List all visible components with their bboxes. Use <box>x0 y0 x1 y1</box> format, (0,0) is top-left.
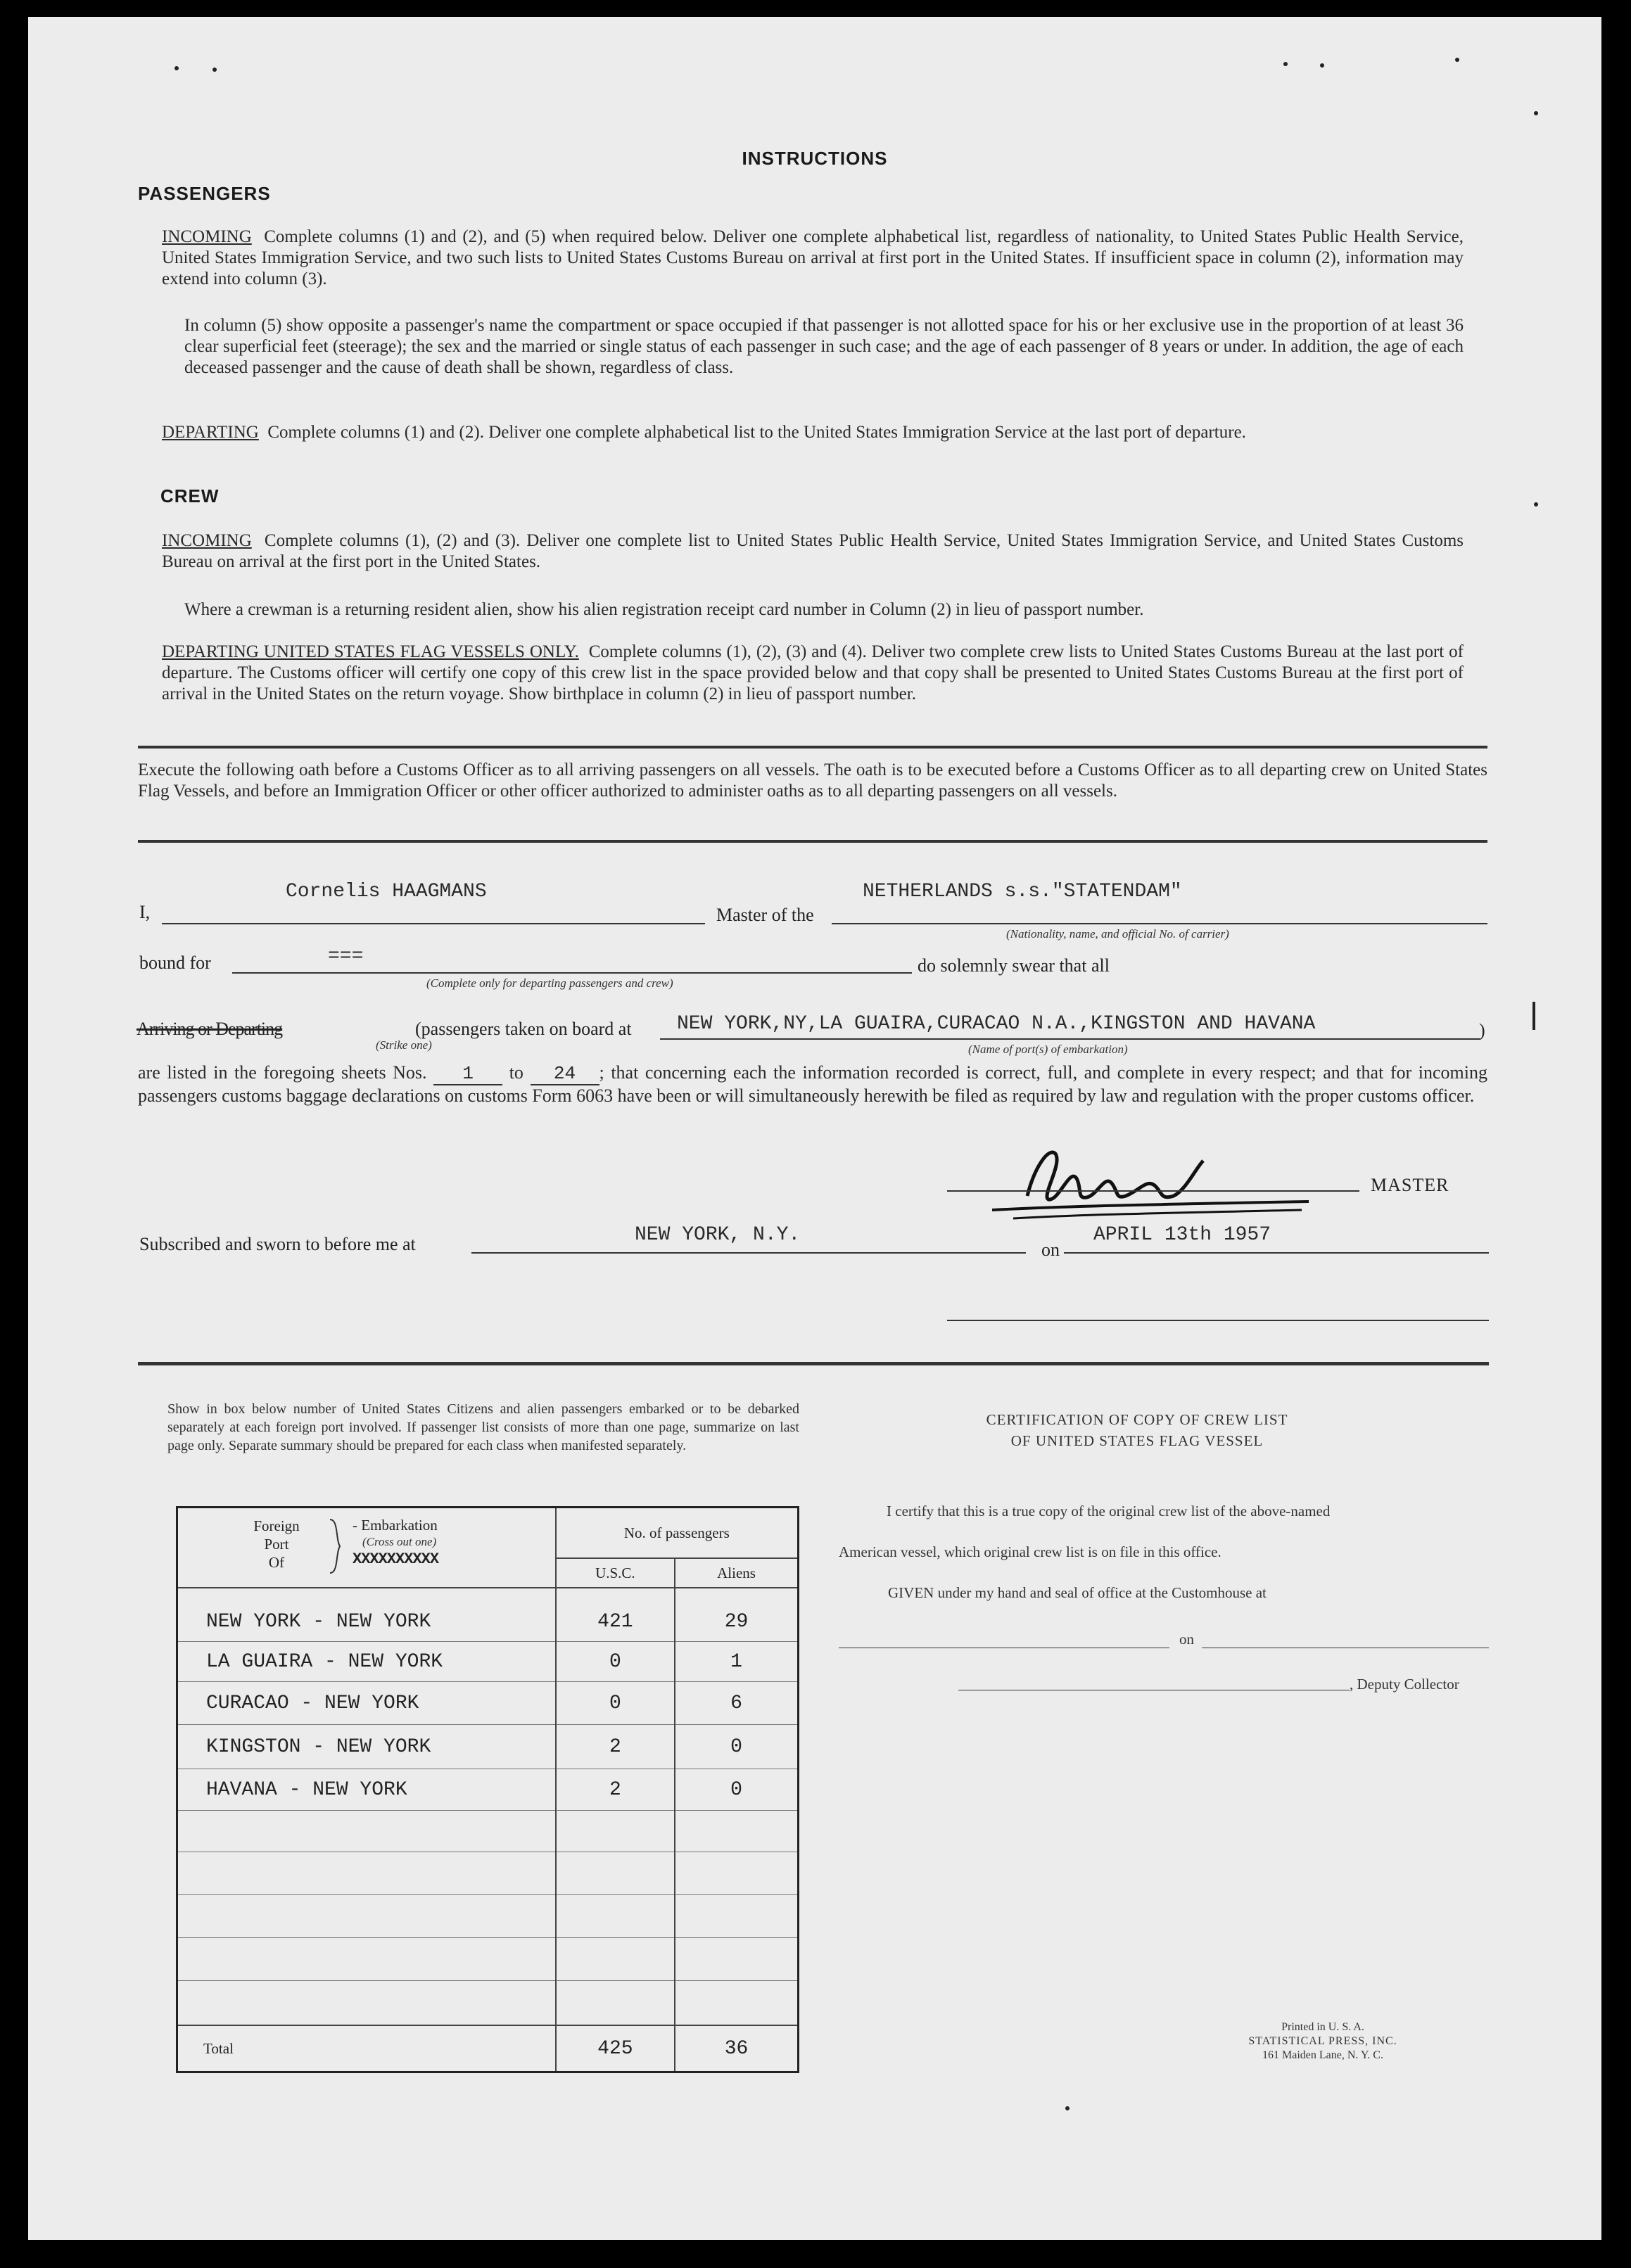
strike-one-caption: (Strike one) <box>376 1038 432 1052</box>
column5-paragraph: In column (5) show opposite a passenger's name the compartment or space occupied if that passenger is not allotted space for his or her exclusive use in the proportion of at least 36 clear superficial feet (steerage); the sex and the married or single status of each passenger in such case; and the age of each passenger of 8 years or under. In addition, the age of each deceased passenger and the cause of death shall be shown, regardless of class. <box>184 316 1464 377</box>
sworn-place-line <box>471 1252 1026 1254</box>
scan-speck <box>212 68 217 72</box>
master-signature-line <box>947 1190 1359 1192</box>
bound-for-caption: (Complete only for departing passengers and crew) <box>426 976 673 990</box>
scan-speck <box>1320 63 1324 68</box>
table-row <box>177 1725 799 1769</box>
route-cell: CURACAO - NEW YORK <box>177 1682 556 1725</box>
document-page <box>28 17 1601 2240</box>
empty-row <box>177 1895 799 1938</box>
scan-speck <box>1455 58 1459 62</box>
bound-for-value: === <box>328 945 364 967</box>
passengers-incoming-text: Complete columns (1) and (2), and (5) when required below. Deliver one complete alphabetical list, regardless of nationality, to United States Public Health Service, United States Immigration Service, and two such lists to United States Customs Bureau on arrival at first port in the United States. If insufficient space in column (2), information may extend into column (3). <box>162 227 1464 288</box>
given-line: GIVEN under my hand and seal of office at the Customhouse at <box>888 1584 1267 1601</box>
table-row <box>177 1642 799 1682</box>
aliens-cell: 29 <box>675 1602 798 1642</box>
passenger-summary-table <box>176 1506 799 2073</box>
bound-for-line <box>232 972 912 974</box>
foreign-label: Foreign <box>253 1517 300 1534</box>
certification-title-1: CERTIFICATION OF COPY OF CREW LIST <box>986 1411 1288 1428</box>
master-label: MASTER <box>1371 1175 1449 1195</box>
scan-mark <box>1532 1002 1535 1030</box>
passengers-taken-label: (passengers taken on board at <box>415 1019 632 1039</box>
usc-header: U.S.C. <box>556 1558 675 1588</box>
certification-title-2: OF UNITED STATES FLAG VESSEL <box>1010 1432 1264 1449</box>
sworn-on-label: on <box>1041 1240 1060 1260</box>
sheets-suffix: ; that concerning each the information recorded is correct, full, and complete in every respect; and that for incoming passengers customs baggage declarations on customs Form 6063 have been or will simultaneously herewith be filed as required by law and regulation with the proper customs officer. <box>138 1062 1487 1106</box>
crew-returning-paragraph: Where a crewman is a returning resident alien, show his alien registration receipt card number in Column (2) in lieu of passport number. <box>184 600 1144 619</box>
passengers-incoming-label: INCOMING <box>162 227 252 246</box>
usc-cell: 0 <box>556 1682 675 1725</box>
ports-of-embarkation: NEW YORK,NY,LA GUAIRA,CURACAO N.A.,KINGSTON AND HAVANA <box>677 1013 1316 1035</box>
ports-caption: (Name of port(s) of embarkation) <box>968 1043 1128 1056</box>
sworn-date: APRIL 13th 1957 <box>1093 1224 1271 1246</box>
certify-line-1: I certify that this is a true copy of the original crew list of the above-named <box>887 1503 1331 1520</box>
bound-for-label: bound for <box>139 953 211 973</box>
usc-cell: 421 <box>556 1602 675 1642</box>
master-of-label: Master of the <box>716 905 814 925</box>
route-cell: KINGSTON - NEW YORK <box>177 1725 556 1769</box>
sheets-paragraph <box>138 1062 1487 1107</box>
scan-speck <box>1065 2106 1070 2110</box>
debarkation-struck: XXXXXXXXXX <box>353 1550 439 1568</box>
vessel-name: NETHERLANDS s.s."STATENDAM" <box>863 881 1182 903</box>
foreign-port-of-label <box>248 1517 305 1572</box>
deputy-collector-label: , Deputy Collector <box>1350 1676 1459 1693</box>
of-label: Of <box>268 1554 285 1571</box>
scan-speck <box>1534 111 1538 115</box>
sworn-label: Subscribed and sworn to before me at <box>139 1234 416 1254</box>
table-row <box>177 1682 799 1725</box>
crew-incoming-paragraph <box>162 530 1464 573</box>
master-name: Cornelis HAAGMANS <box>286 881 487 903</box>
usc-cell: 0 <box>556 1642 675 1682</box>
route-cell: LA GUAIRA - NEW YORK <box>177 1642 556 1682</box>
passengers-departing-text: Complete columns (1) and (2). Deliver one complete alphabetical list to the United States Immigration Service at the last port of departure. <box>267 423 1246 442</box>
empty-row <box>177 1981 799 2026</box>
passengers-incoming-paragraph <box>162 227 1464 290</box>
officer-signature-line <box>947 1320 1489 1321</box>
printer-mark <box>1217 2020 1428 2063</box>
route-cell: HAVANA - NEW YORK <box>177 1769 556 1811</box>
sworn-place: NEW YORK, N.Y. <box>635 1224 801 1246</box>
empty-row <box>177 1811 799 1852</box>
ports-close-paren: ) <box>1479 1020 1485 1040</box>
passengers-departing-label: DEPARTING <box>162 423 259 442</box>
crew-incoming-text: Complete columns (1), (2) and (3). Deliver one complete list to United States Public Health Service, United States Immigration Service, and United States Customs Bureau on arrival at the first port in the United States. <box>162 531 1464 571</box>
certify-line-2: American vessel, which original crew list is on file in this office. <box>839 1543 1221 1560</box>
table-row <box>177 1769 799 1811</box>
box-instructions: Show in box below number of United States Citizens and alien passengers embarked or to be debarked separately at each foreign port involved. If passenger list consists of more than one page, summarize on last page only. Separate summary should be prepared for each class when manifested separately. <box>167 1401 799 1453</box>
usc-cell: 2 <box>556 1769 675 1811</box>
usc-cell: 2 <box>556 1725 675 1769</box>
oath-intro: Execute the following oath before a Customs Officer as to all arriving passengers on all vessels. The oath is to be executed before a Customs Officer as to all departing crew on United States Flag Vessels, and before an Immigration Officer or other officer authorized to administer oaths as to all departing passengers on all vessels. <box>138 760 1487 801</box>
printer-line-2: STATISTICAL PRESS, INC. <box>1248 2035 1397 2047</box>
brace-icon <box>329 1518 343 1574</box>
crew-incoming-label: INCOMING <box>162 531 252 550</box>
master-signature <box>971 1140 1351 1224</box>
master-name-line <box>162 923 705 924</box>
sheet-to: 24 <box>531 1063 599 1085</box>
crew-heading: CREW <box>160 485 220 507</box>
aliens-cell: 0 <box>675 1769 798 1811</box>
swear-label: do solemnly swear that all <box>918 955 1110 976</box>
scan-speck <box>1534 502 1538 507</box>
vessel-line <box>832 923 1487 924</box>
aliens-header: Aliens <box>675 1558 798 1588</box>
total-label: Total <box>177 2025 556 2072</box>
instructions-title: INSTRUCTIONS <box>742 148 888 169</box>
sheet-from: 1 <box>433 1063 502 1085</box>
crew-departing-text: Complete columns (1), (2), (3) and (4). Deliver two complete crew lists to United States Customs Bureau at the last port of departure. The Customs officer will certify one copy of this crew list in the space provided below and that copy shall be presented to United States Customs Bureau at the first port of arrival in the United States on the return voyage. Show birthplace in column (2) in lieu of passport number. <box>162 642 1464 703</box>
empty-row <box>177 1938 799 1981</box>
arriving-departing-struck: Arriving or Departing <box>137 1019 283 1039</box>
port-label: Port <box>264 1536 289 1553</box>
divider-1 <box>138 746 1487 748</box>
printer-line-1: Printed in U. S. A. <box>1281 2021 1364 2033</box>
sheets-prefix: are listed in the foregoing sheets Nos. <box>138 1062 427 1083</box>
total-aliens: 36 <box>675 2025 798 2072</box>
passengers-heading: PASSENGERS <box>138 183 271 204</box>
port-header-cell <box>177 1508 556 1588</box>
table-row <box>177 1602 799 1642</box>
oath-i-label: I, <box>139 902 151 922</box>
aliens-cell: 0 <box>675 1725 798 1769</box>
crew-departing-label: DEPARTING UNITED STATES FLAG VESSELS ONLY. <box>162 642 579 661</box>
crew-departing-paragraph <box>162 642 1464 705</box>
printer-line-3: 161 Maiden Lane, N. Y. C. <box>1262 2049 1383 2061</box>
vessel-caption: (Nationality, name, and official No. of carrier) <box>1006 927 1229 941</box>
total-row <box>177 2025 799 2072</box>
passengers-departing-paragraph <box>162 422 1464 443</box>
divider-3 <box>138 1362 1489 1365</box>
cross-out-caption: (Cross out one) <box>362 1535 437 1548</box>
aliens-cell: 6 <box>675 1682 798 1725</box>
scan-speck <box>1283 62 1288 66</box>
empty-row <box>177 1852 799 1895</box>
sheets-to-label: to <box>509 1062 523 1083</box>
ports-line <box>660 1038 1480 1040</box>
route-cell: NEW YORK - NEW YORK <box>177 1602 556 1642</box>
total-usc: 425 <box>556 2025 675 2072</box>
embarkation-label: - Embarkation <box>353 1517 438 1534</box>
no-of-passengers-header: No. of passengers <box>556 1508 799 1559</box>
sworn-date-line <box>1064 1252 1489 1254</box>
scan-speck <box>174 66 179 70</box>
cert-on-label: on <box>1179 1631 1194 1648</box>
divider-2 <box>138 840 1487 843</box>
aliens-cell: 1 <box>675 1642 798 1682</box>
